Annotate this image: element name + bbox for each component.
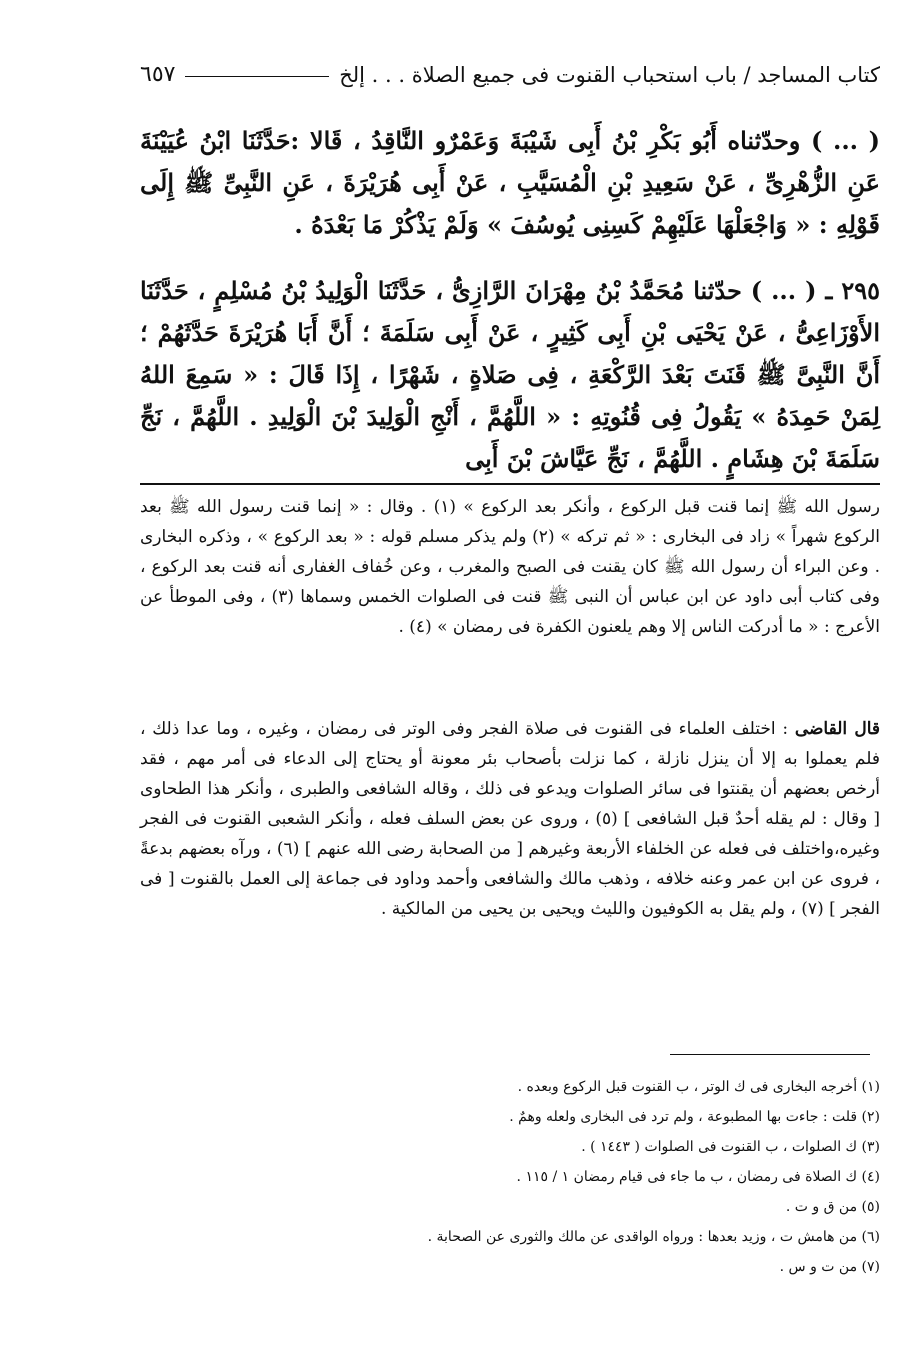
footnote: (١) أخرجه البخارى فى ك الوتر ، ب القنوت قبل الركوع وبعده . <box>517 1079 880 1095</box>
hadith-text-1: ( ... ) وحدّثناه أَبُو بَكْرِ بْنُ أَبِى شَيْبَةَ وَعَمْرٌو النَّاقِدُ ، قَالا :حَدَّثَنَا ابْنُ عُيَيْنَةَ عَنِ الزُّهْرِىِّ ، عَنْ سَعِيدِ بْنِ الْمُسَيَّبِ ، عَنْ أَبِى هُرَيْرَةَ ، عَنِ النَّبِىِّ ﷺ إِلَى قَوْلِهِ : « وَاجْعَلْهَا عَلَيْهِمْ كَسِنِى يُوسُفَ » وَلَمْ يَذْكُرْ مَا بَعْدَهُ . <box>140 126 880 239</box>
footnote: (٤) ك الصلاة فى رمضان ، ب ما جاء فى قيام رمضان ١ / ١١٥ . <box>516 1169 880 1185</box>
footnote: (٢) قلت : جاءت بها المطبوعة ، ولم ترد فى البخارى ولعله وهمٌ . <box>509 1109 880 1125</box>
running-title: كتاب المساجد / باب استحباب القنوت فى جميع الصلاة . . . إلخ <box>339 62 880 87</box>
footnote: (٧) من ت و س . <box>779 1259 880 1275</box>
footnote: (٣) ك الصلوات ، ب القنوت فى الصلوات ( ١٤٤٣ ) . <box>581 1139 880 1155</box>
commentary-body: : اختلف العلماء فى القنوت فى صلاة الفجر وفى الوتر فى رمضان ، وغيره ، وما عدا ذلك ، فلم يعملوا به إلا أن ينزل نازلة ، كما نزلت بأصحاب بئر معونة أو يحتاج إلى الدعاء فى أمر مهم ، فقد أرخص بعضهم أن يقنتوا فى سائر الصلوات ويدعو فى ذلك ، وقاله الشافعى والطبرى ، وأنكر هذا الطحاوى [ وقال : لم يقله أحدٌ قبل الشافعى ] (٥) ، وروى عن بعض السلف فعله ، وأنكر الشعبى القنوت فى الفجر وغيره،واختلف فى فعله عن الخلفاء الأربعة وغيرهم [ من الصحابة رضى الله عنهم ] (٦) ، ورآه بعضهم بدعةً ، فروى عن ابن عمر وعنه خلافه ، وذهب مالك والشافعى وأحمد وداود فى جماعة إلى العمل بالقنوت [ فى الفجر ] (٧) ، ولم يقل به الكوفيون والليث ويحيى بن يحيى من المالكية . <box>140 719 881 919</box>
hadith-text-2: ٢٩٥ ـ ( ... ) حدّثنا مُحَمَّدُ بْنُ مِهْرَانَ الرَّازِىُّ ، حَدَّثَنَا الْوَلِيدُ بْنُ مُسْلِمٍ ، حَدَّثَنَا الأَوْزَاعِىُّ ، عَنْ يَحْيَى بْنِ أَبِى كَثِيرٍ ، عَنْ أَبِى سَلَمَةَ ؛ أَنَّ أَبَا هُرَيْرَةَ حَدَّثَهُمْ ؛ أَنَّ النَّبِىَّ ﷺ قَنَتَ بَعْدَ الرَّكْعَةِ ، فِى صَلاةٍ ، شَهْرًا ، إِذَا قَالَ : « سَمِعَ اللهُ لِمَنْ حَمِدَهُ » يَقُولُ فِى قُنُوتِهِ : « اللَّهُمَّ ، أَنْجِ الْوَلِيدَ بْنَ الْوَلِيدِ . اللَّهُمَّ ، نَجِّ سَلَمَةَ بْنَ هِشَامٍ . اللَّهُمَّ ، نَجِّ عَيَّاشَ بْنَ أَبِى <box>140 276 880 473</box>
footnote: (٦) من هامش ت ، وزيد بعدها : ورواه الواقدى عن مالك والثورى عن الصحابة . <box>427 1229 880 1245</box>
footnotes <box>140 1072 880 1282</box>
commentary-lead: قال القاضى <box>794 719 880 739</box>
header-rule <box>185 76 329 77</box>
footnote-divider <box>670 1054 870 1055</box>
commentary-paragraph-1: رسول الله ﷺ إنما قنت قبل الركوع ، وأنكر بعد الركوع » (١) . وقال : « إنما قنت رسول الله ﷺ بعد الركوع شهراً » زاد فى البخارى : « ثم تركه » (٢) ولم يذكر مسلم قوله : « بعد الركوع » ، وذكره البخارى . وعن البراء أن رسول الله ﷺ كان يقنت فى الصبح والمغرب ، وعن خُفاف الغفارى أنه قنت بعد الركوع ، وفى كتاب أبى داود عن ابن عباس أن النبى ﷺ قنت فى الصلوات الخمس وسماها (٣) ، وفى الموطأ عن الأعرج : « ما أدركت الناس إلا وهم يلعنون الكفرة فى رمضان » (٤) . <box>140 497 880 637</box>
commentary-paragraph-2 <box>140 714 880 924</box>
footnote: (٥) من ق و ت . <box>785 1199 880 1215</box>
running-header <box>140 58 880 92</box>
section-divider <box>140 483 880 485</box>
page-number: ٦٥٧ <box>140 62 176 87</box>
